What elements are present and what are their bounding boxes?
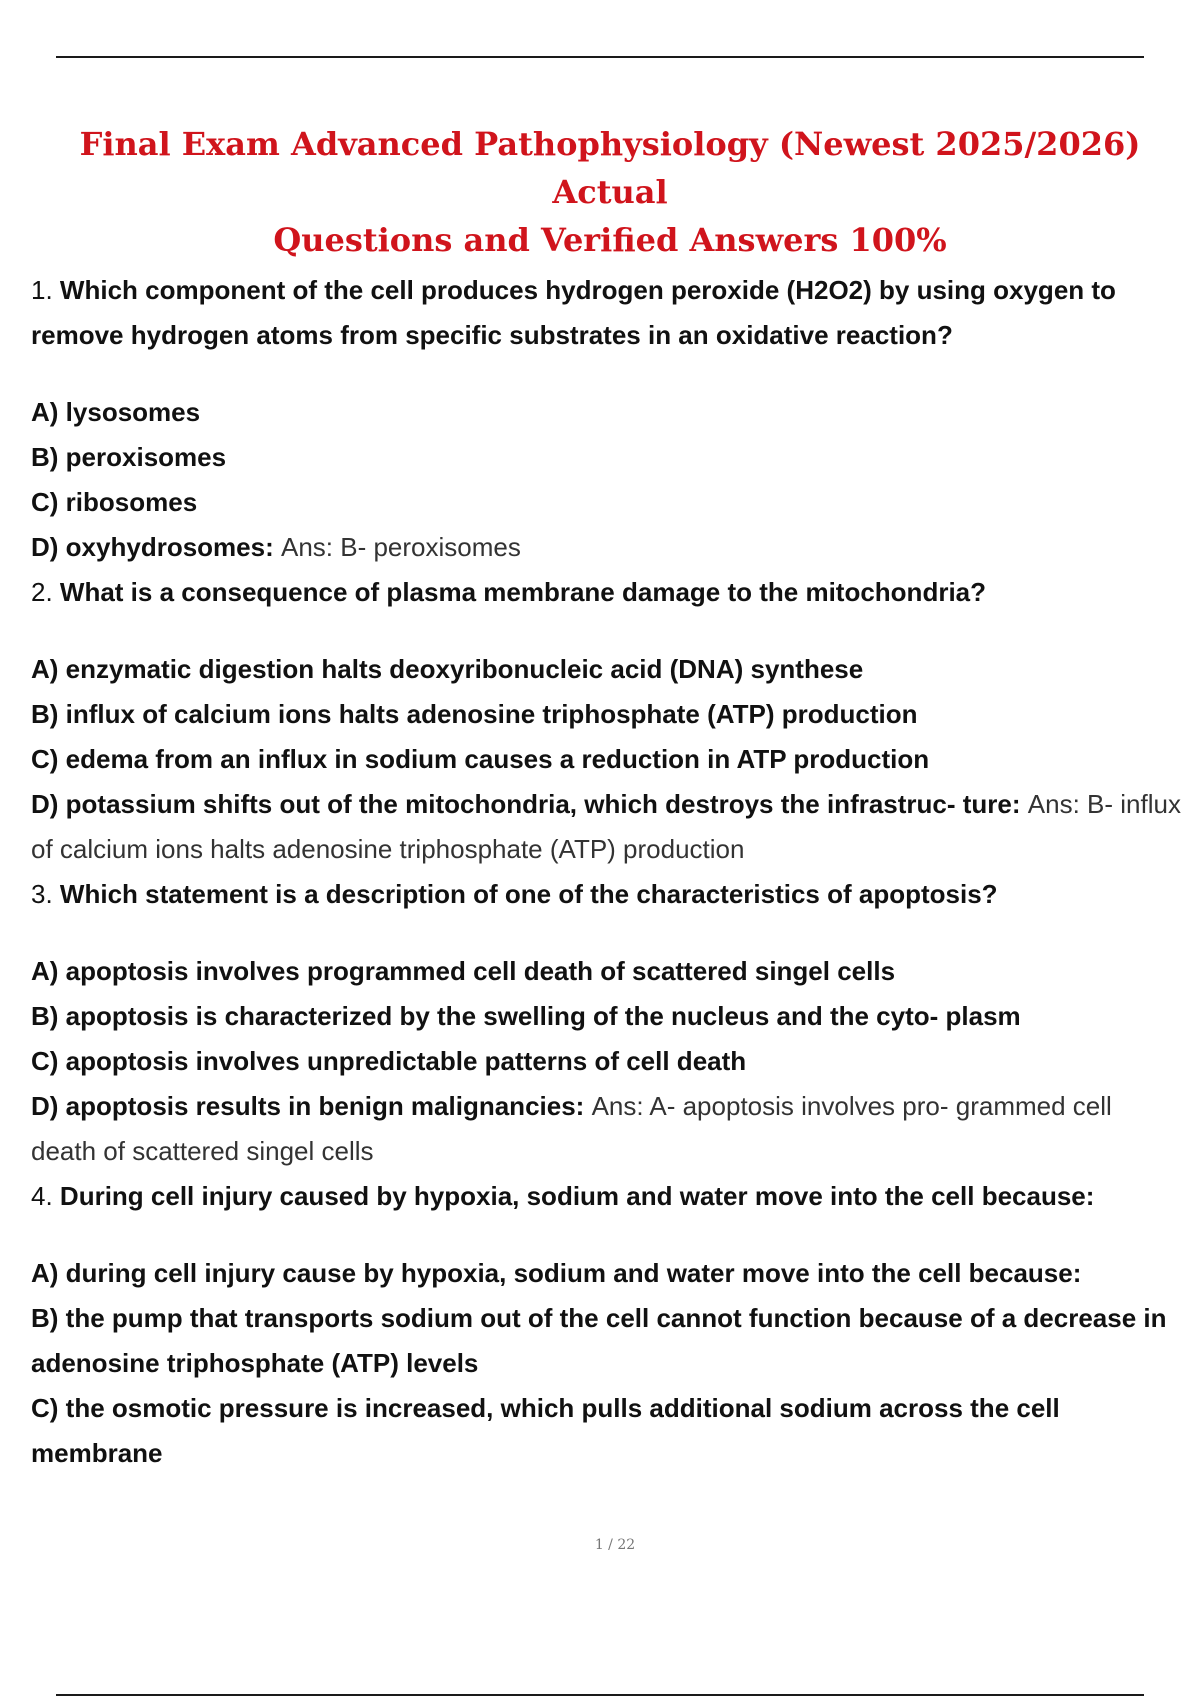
option-label: D) xyxy=(31,532,59,562)
option-text: apoptosis is characterized by the swelling of the nucleus and the cyto- plasm xyxy=(65,1001,1021,1031)
question-text: During cell injury caused by hypoxia, sodium and water move into the cell because: xyxy=(59,1181,1095,1211)
question-stem xyxy=(31,268,1181,358)
option-text: peroxisomes xyxy=(65,442,227,472)
option-a xyxy=(31,647,1181,692)
bottom-rule xyxy=(56,1694,1144,1696)
question-stem xyxy=(31,570,1181,615)
page-number: 1 / 22 xyxy=(594,1537,636,1553)
question-2 xyxy=(31,570,1181,872)
option-text: ribosomes xyxy=(65,487,198,517)
option-d xyxy=(31,525,1181,570)
option-label: A) xyxy=(31,654,59,684)
question-number: 4. xyxy=(31,1181,53,1211)
question-3 xyxy=(31,872,1181,1174)
option-d xyxy=(31,782,1181,872)
title-line-1: Final Exam Advanced Pathophysiology (Newest 2025/2026) Actual xyxy=(79,125,1141,211)
question-1 xyxy=(31,268,1181,570)
question-stem xyxy=(31,872,1181,917)
option-b xyxy=(31,994,1181,1039)
question-number: 1. xyxy=(31,275,53,305)
option-label: B) xyxy=(31,1001,59,1031)
question-number: 3. xyxy=(31,879,53,909)
question-text: What is a consequence of plasma membrane damage to the mitochondria? xyxy=(59,577,987,607)
option-label: C) xyxy=(31,1393,59,1423)
option-text: influx of calcium ions halts adenosine triphosphate (ATP) production xyxy=(65,699,918,729)
option-a xyxy=(31,949,1181,994)
option-text: lysosomes xyxy=(65,397,201,427)
question-text: Which statement is a description of one of the characteristics of apoptosis? xyxy=(59,879,998,909)
option-c xyxy=(31,1386,1181,1476)
option-c xyxy=(31,480,1181,525)
option-label: A) xyxy=(31,956,59,986)
option-text: potassium shifts out of the mitochondria, which destroys the infrastruc- ture: xyxy=(65,789,1021,819)
answer-key: Ans: A- apoptosis involves pro- grammed cell death of scattered singel cells xyxy=(31,1091,1112,1166)
option-b xyxy=(31,1296,1181,1386)
title-line-2: Questions and Verified Answers 100% xyxy=(273,221,947,259)
option-label: C) xyxy=(31,1046,59,1076)
option-text: the osmotic pressure is increased, which pulls additional sodium across the cell membrane xyxy=(31,1393,1060,1468)
option-label: A) xyxy=(31,397,59,427)
option-label: C) xyxy=(31,744,59,774)
option-b xyxy=(31,692,1181,737)
answer-key: Ans: B- peroxisomes xyxy=(280,532,521,562)
question-text: Which component of the cell produces hydrogen peroxide (H2O2) by using oxygen to remove hydrogen atoms from specific substrates in an oxidative reaction? xyxy=(31,275,1116,350)
option-label: B) xyxy=(31,1303,59,1333)
option-a xyxy=(31,1251,1181,1296)
option-text: oxyhydrosomes: xyxy=(65,532,274,562)
option-label: B) xyxy=(31,442,59,472)
option-text: apoptosis involves programmed cell death of scattered singel cells xyxy=(65,956,896,986)
option-label: C) xyxy=(31,487,59,517)
question-list xyxy=(31,268,1181,1476)
answer-key: Ans: B- influx of calcium ions halts adenosine triphosphate (ATP) production xyxy=(31,789,1181,864)
option-text: the pump that transports sodium out of the cell cannot function because of a decrease in adenosine triphosphate (ATP) levels xyxy=(31,1303,1167,1378)
option-text: enzymatic digestion halts deoxyribonucleic acid (DNA) synthese xyxy=(65,654,864,684)
option-text: apoptosis involves unpredictable patterns of cell death xyxy=(65,1046,747,1076)
option-c xyxy=(31,1039,1181,1084)
question-number: 2. xyxy=(31,577,53,607)
option-text: during cell injury cause by hypoxia, sodium and water move into the cell because: xyxy=(65,1258,1082,1288)
option-d xyxy=(31,1084,1181,1174)
option-text: apoptosis results in benign malignancies: xyxy=(65,1091,585,1121)
option-c xyxy=(31,737,1181,782)
option-label: D) xyxy=(31,1091,59,1121)
top-rule xyxy=(56,56,1144,58)
option-label: B) xyxy=(31,699,59,729)
option-text: edema from an influx in sodium causes a reduction in ATP production xyxy=(65,744,930,774)
option-label: A) xyxy=(31,1258,59,1288)
option-label: D) xyxy=(31,789,59,819)
question-stem xyxy=(31,1174,1181,1219)
option-b xyxy=(31,435,1181,480)
page-title xyxy=(60,120,1160,264)
question-4 xyxy=(31,1174,1181,1476)
option-a xyxy=(31,390,1181,435)
